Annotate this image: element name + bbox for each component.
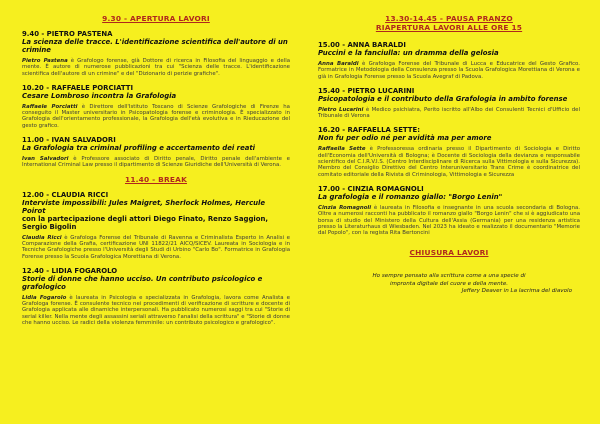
speaker-bio: Pietro Pastena è Grafologo forense, già Dottore di ricerca in Filosofia del linguaggio e della mente. È autore di numerose pubblicazioni tra cui "Scienza delle tracce. L'identificazione scientifica dell'autore di un crimine" e del "Dizionario di perizie grafiche". [22,58,290,77]
left-column [22,14,290,326]
talk-title: 12.00 - CLAUDIA RICCI [22,190,109,199]
speaker-name: Raffaele Porciatti [22,103,78,110]
speaker-bio: Raffaele Porciatti è Direttore dell'Istituto Toscano di Scienze Grafologiche di Firenze ha conseguito il Master universitario in Psicopatologia forense e criminologia. È specializzato in Grafologia dell'orientamento professionale, la Grafologia dell'età evolutiva e in Rieducazione del gesto grafico. [22,103,290,129]
speaker-bio: Claudia Ricci è Grafologa Forense del Tribunale di Ravenna e Criminalista Esperto in Analisi e Comparazione della Grafia, certificazione UNI 11822/21 AICQ/SICEV. Laureata in Sociologia e in Tecniche Grafologiche presso l'Università degli Studi di Urbino "Carlo Bo". Formatrice in Grafologia Forense presso la Scuola Grafologica Morettiana di Verona. [22,234,290,260]
talk-baraldi [318,41,580,80]
talk-subtitle: La Grafologia tra criminal profiling e accertamento dei reati [22,144,256,153]
opening-header: 9.30 - APERTURA LAVORI [102,14,210,23]
speaker-bio: Anna Baraldi è Grafologa Forense del Tribunale di Lucca e Educatrice del Gesto Grafico. Formatrice in Metodologia della Consulenza presso la Scuola Grafologica Morettiana di Verona e già in Grafologia Forense presso la Scuola Avegraf di Padova. [318,61,580,80]
right-column [318,14,580,296]
quote-attribution: Jeffery Deaver in La lacrima del diavolo [461,288,572,295]
talk-title: 15.40 - PIETRO LUCARINI [318,86,415,95]
talk-romagnoli [318,185,580,236]
talk-fogarolo [22,267,290,326]
closing-quote [318,273,580,295]
speaker-name: Pietro Pastena [22,58,68,64]
talk-subtitle: Storie di donne che hanno ucciso. Un contributo psicologico e grafologico [22,274,263,291]
reopening-header: RIAPERTURA LAVORI ALLE ORE 15 [375,23,523,32]
speaker-bio: Pietro Lucarini è Medico psichiatra, Perito iscritto all'Albo dei Consulenti Tecnici d'Ufficio del Tribunale di Verona [318,106,580,120]
talk-title: 11.00 - IVAN SALVADORI [22,136,116,145]
talk-subtitle: Non fu per odio né per avidità ma per amore [318,134,492,143]
speaker-bio: Cinzia Romagnoli è laureata in Filosofia e insegnante in una scuola secondaria di Bologna. Oltre a numerosi racconti ha pubblicato il romanzo giallo "Borgo Lenin" che si è aggiudicato una borsa di studio del Ministero della Cultura dell'Assia (Germania) per una residenza artistica presso la Literaturhaus di Wiesbaden. Nel 2023 ha ideato e realizzato il documentario "Memorie dal Popolo", con la regista Rita Bertoncini [318,204,580,237]
closing-header: CHIUSURA LAVORI [409,248,489,258]
speaker-bio: Lidia Fogarolo è laureata in Psicologia e specializzata in Grafologia, lavora come Analista e Grafologa forense. È consulente tecnico nei procedimenti di verificazione di scritture e docente di Grafologia applicata alle dinamiche interpersonali. Ha pubblicato numerosi saggi tra cui "Storie di serial killer. Nella mente degli assassini seriali attraverso l'analisi della scrittura" e "Storie di donne che hanno ucciso. Le radici della violenza femminile: un contributo psicologico e grafologico". [22,294,290,327]
speaker-bio: Raffaella Sette è Professoressa ordinaria presso il Dipartimento di Sociologia e Diritto dell'Economia dell'Università di Bologna; è Docente di Sociologia della devianza e responsabile scientifico del C.I.R.V.I.S. (Centro Interdisciplinare di Ricerca sulla Vittimologia e sulla Sicurezza). Membro del Consiglio Direttivo del Centro Interuniversitario Trans Crime è coordinatrice del comitato editoriale della Rivista di Criminologia, Vittimologia e Sicurezza [318,146,580,178]
speaker-name: Claudia Ricci [22,234,62,241]
talk-subtitle: Psicopatologia e il contributo della Grafologia in ambito forense [318,94,568,103]
talk-title: 10.20 - RAFFAELE PORCIATTI [22,83,134,92]
talk-subtitle: Puccini e la fanciulla: un dramma della gelosia [318,49,499,57]
talk-lucarini [318,87,580,120]
talk-title: 12.40 - LIDIA FOGAROLO [22,266,118,275]
lunch-header: 13.30-14.45 - PAUSA PRANZO [385,14,513,23]
talk-subtitle: La grafologia e il romanzo giallo: "Borgo Lenin" [318,192,503,201]
speaker-name: Ivan Salvadori [22,156,69,163]
quote-line-2: impronta digitale del cuore e della mente. [389,280,509,287]
quote-line-1: Ho sempre pensato alla scrittura come a una specie di [372,273,526,280]
speaker-name: Anna Baraldi [318,61,359,67]
talk-subtitle: Interviste impossibili: Jules Maigret, Sherlock Holmes, Hercule Poirot [22,198,266,215]
talk-guests: con la partecipazione degli attori Diego Finato, Renzo Saggion, Sergio Bigolin [22,214,269,231]
speaker-name: Pietro Lucarini [318,106,364,113]
talk-title: 16.20 - RAFFAELLA SETTE: [318,126,420,135]
talk-title: 17.00 - CINZIA ROMAGNOLI [318,184,424,193]
talk-title: 15.00 - ANNA BARALDI [318,41,406,49]
speaker-name: Cinzia Romagnoli [318,204,372,211]
talk-title: 9.40 - PIETRO PASTENA [22,30,113,38]
talk-subtitle: Cesare Lombroso incontra la Grafologia [22,91,177,100]
speaker-name: Lidia Fogarolo [22,294,67,301]
talk-sette [318,126,580,177]
talk-subtitle: La scienza delle tracce. L'identificazione scientifica dell'autore di un crimine [22,38,288,54]
talk-salvadori [22,136,290,169]
speaker-bio: Ivan Salvadori è Professore associato di Diritto penale, Diritto penale dell'ambiente e International Criminal Law presso il dipartimento di Scienze Giuridiche dell'Università di Verona. [22,156,290,169]
speaker-name: Raffaella Sette [318,146,366,153]
talk-porciatti [22,84,290,129]
talk-ricci [22,191,290,260]
talk-pastena [22,30,290,77]
break-header: 11.40 - BREAK [124,174,187,184]
